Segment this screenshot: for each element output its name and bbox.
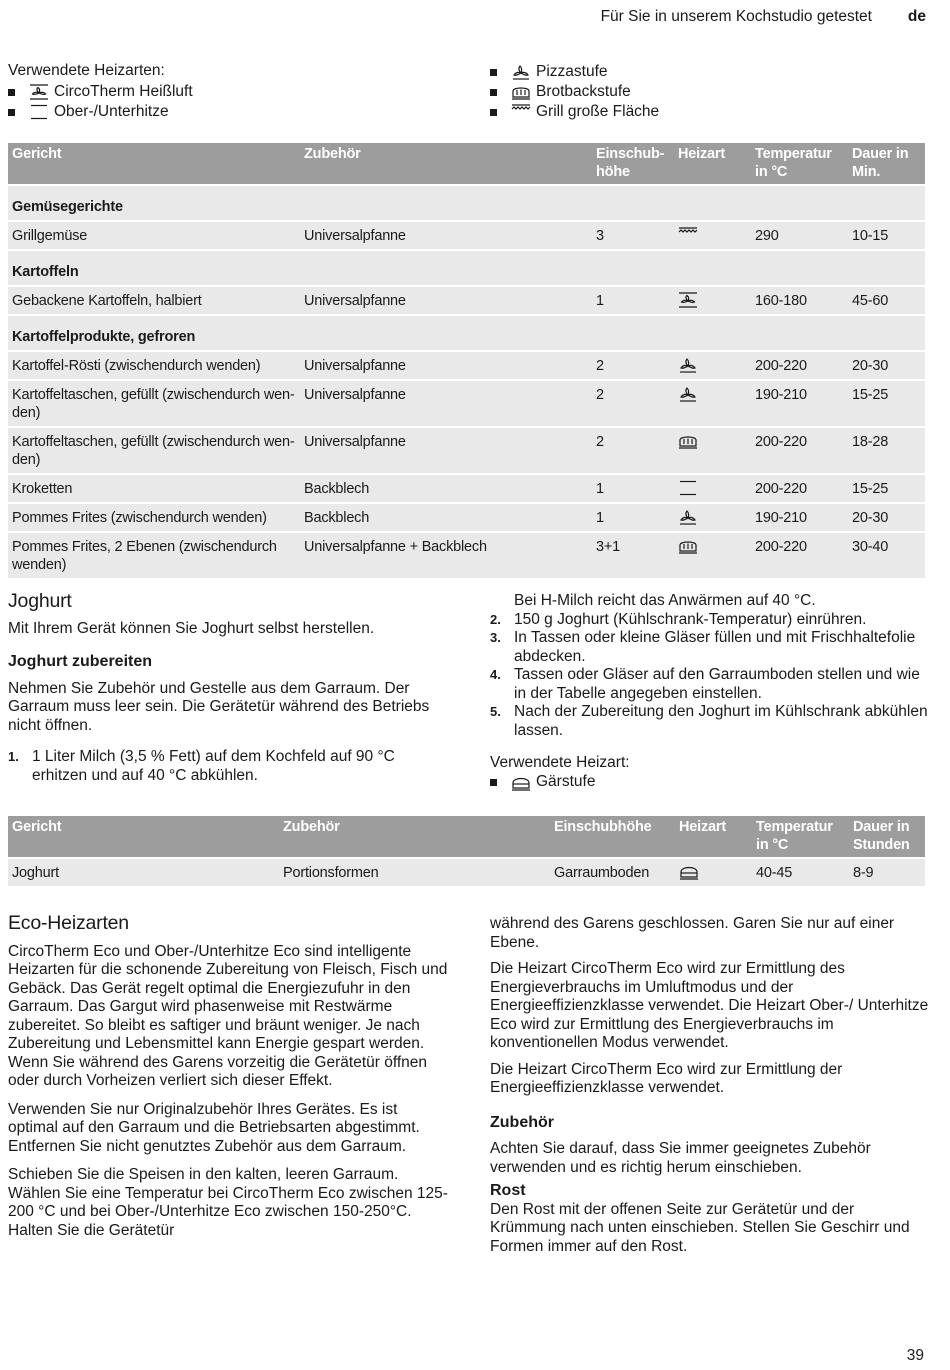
- temperature-cell: 40-45: [752, 858, 849, 886]
- column-header: Heizart: [675, 816, 752, 858]
- cooking-table-potatoes-vegetables: [8, 143, 925, 578]
- temperature-cell: 200-220: [751, 532, 848, 578]
- heating-type-cell: [674, 427, 751, 474]
- duration-cell: 20-30: [848, 503, 925, 532]
- temperature-cell: 200-220: [751, 351, 848, 380]
- category-label: Gemüsegerichte: [8, 185, 925, 221]
- temperature-cell: 190-210: [751, 380, 848, 427]
- table-row: [8, 532, 925, 578]
- duration-cell: 15-25: [848, 474, 925, 503]
- bullet: [490, 69, 497, 76]
- column-header: Einschubhöhe: [550, 816, 675, 858]
- heating-intro: Verwendete Heizarten:: [8, 62, 165, 79]
- table-row: [8, 858, 925, 886]
- language-code: de: [907, 8, 926, 25]
- heating-type-cell: [674, 221, 751, 250]
- duration-cell: 10-15: [848, 221, 925, 250]
- heating-label: CircoTherm Heißluft: [54, 82, 193, 100]
- shelf-level-cell: 1: [592, 474, 674, 503]
- heating-label: Brotbackstufe: [536, 82, 631, 100]
- bread-baking-icon: [678, 538, 747, 554]
- accessories-paragraph: Achten Sie darauf, dass Sie immer geeignetes Zubehör verwenden und es richtig herum einschieben.: [490, 1140, 871, 1176]
- heating-label: Gärstufe: [536, 773, 596, 791]
- heating-label: Ober-/Unterhitze: [54, 102, 169, 120]
- column-header: Dauer in Stunden: [849, 816, 925, 858]
- temperature-cell: 200-220: [751, 474, 848, 503]
- joghurt-steps-list: [490, 611, 930, 741]
- circotherm-icon: [678, 292, 747, 308]
- pizza-setting-icon: [678, 357, 747, 373]
- table-row: [8, 286, 925, 315]
- eco-paragraph-3: Schieben Sie die Speisen in den kalten, leeren Garraum. Wählen Sie eine Temperatur bei CircoTherm Eco zwischen 125-200 °C und bei Ober-/Unterhitze Eco zwischen 150-250°C. Halten Sie die Gerätetür: [8, 1166, 448, 1239]
- temperature-cell: 190-210: [751, 503, 848, 532]
- joghurt-step: [490, 666, 930, 703]
- accessory-cell: Universalpfanne: [300, 351, 592, 380]
- joghurt-intro: Mit Ihrem Gerät können Sie Joghurt selbst herstellen.: [8, 619, 375, 637]
- bullet: [490, 779, 497, 786]
- accessory-cell: Universalpfanne: [300, 380, 592, 427]
- joghurt-step: [490, 629, 930, 666]
- step-number: 5.: [490, 704, 501, 719]
- joghurt-subtitle: Joghurt zubereiten: [8, 653, 153, 670]
- heating-list-left: [8, 82, 448, 122]
- heating-label: Grill große Fläche: [536, 102, 660, 120]
- joghurt-step-1: [8, 748, 448, 785]
- accessories-title: Zubehör: [490, 1113, 554, 1131]
- eco-paragraph-1: CircoTherm Eco und Ober-/Unterhitze Eco sind intelligente Heizarten für die schonende Zubereitung von Fleisch, Fisch und Gebäck. Das Gerät regelt optimal die Energiezufuhr in den Garraum. Das Gargut wird phasenweise mit Restwärme zubereitet. So bleibt es saftiger und bräunt weniger. Je nach Zubereitung und Lebensmittel kann Energie gespart werden. Wenn Sie während des Garens vorzeitig die Gerätetür öffnen oder durch Vorheizen verliert sich dieser Effekt.: [8, 942, 448, 1089]
- temperature-cell: 200-220: [751, 427, 848, 474]
- eco-paragraph-3-continued: während des Garens geschlossen. Garen Sie nur auf einer Ebene.: [490, 915, 895, 951]
- column-header: Heizart: [674, 143, 751, 185]
- heating-item: [490, 102, 930, 122]
- heating-type-cell: [674, 474, 751, 503]
- duration-cell: 45-60: [848, 286, 925, 315]
- heating-type-cell: [674, 532, 751, 578]
- shelf-level-cell: 3+1: [592, 532, 674, 578]
- accessory-cell: Universalpfanne: [300, 221, 592, 250]
- heating-type-cell: [675, 858, 752, 886]
- accessory-cell: Universalpfanne: [300, 427, 592, 474]
- dish-cell: Gebackene Kartoffeln, halbiert: [8, 286, 300, 315]
- grill-large-icon: [678, 227, 747, 243]
- accessory-cell: Backblech: [300, 474, 592, 503]
- pizza-setting-icon: [678, 509, 747, 525]
- header-title: Für Sie in unserem Kochstudio getestet: [600, 8, 872, 25]
- accessory-cell: Universalpfanne + Backblech: [300, 532, 592, 578]
- table-header-row: [8, 816, 925, 858]
- rack-title: Rost: [490, 1182, 526, 1199]
- joghurt-step: [490, 611, 930, 630]
- shelf-level-cell: Garraumboden: [550, 858, 675, 886]
- accessory-cell: Backblech: [300, 503, 592, 532]
- page-number: 39: [906, 1347, 924, 1364]
- heating-item: [490, 82, 930, 102]
- heating-label: Pizzastufe: [536, 62, 608, 80]
- column-header: Zubehör: [279, 816, 550, 858]
- bread-baking-icon: [511, 84, 531, 100]
- top-bottom-heat-icon: [678, 480, 747, 496]
- eco-section: [8, 914, 448, 1250]
- bullet: [8, 89, 15, 96]
- dish-cell: Pommes Frites (zwischendurch wenden): [8, 503, 300, 532]
- rack-paragraph: Den Rost mit der offenen Seite zur Gerätetür und der Krümmung nach unten einschieben. Stellen Sie Geschirr und Formen immer auf den Rost.: [490, 1200, 910, 1255]
- table-row: [8, 380, 925, 427]
- heating-types-right: [490, 62, 930, 122]
- eco-paragraph-5: Die Heizart CircoTherm Eco wird zur Ermittlung der Energieeffizienzklasse verwendet.: [490, 1060, 843, 1096]
- proofing-icon: [679, 864, 748, 880]
- table-row: [8, 351, 925, 380]
- eco-title: Eco-Heizarten: [8, 912, 129, 934]
- heating-types-left: [8, 62, 448, 122]
- heating-item: [8, 82, 448, 102]
- dish-cell: Pommes Frites, 2 Ebenen (zwischendurch wenden): [8, 532, 300, 578]
- shelf-level-cell: 1: [592, 286, 674, 315]
- circotherm-icon: [29, 84, 49, 100]
- shelf-level-cell: 2: [592, 351, 674, 380]
- category-row: [8, 185, 925, 221]
- proofing-icon: [511, 775, 531, 791]
- bullet: [490, 109, 497, 116]
- heating-list-right: [490, 62, 930, 122]
- table-row: [8, 427, 925, 474]
- duration-cell: 15-25: [848, 380, 925, 427]
- step-text: 1 Liter Milch (3,5 % Fett) auf dem Kochfeld auf 90 °C erhitzen und auf 40 °C abkühlen.: [32, 748, 395, 784]
- duration-cell: 18-28: [848, 427, 925, 474]
- category-row: [8, 250, 925, 286]
- step-text: In Tassen oder kleine Gläser füllen und mit Frischhaltefolie abdecken.: [514, 629, 916, 665]
- column-header: Dauer in Min.: [848, 143, 925, 185]
- step-number: 3.: [490, 630, 501, 645]
- eco-paragraph-2: Verwenden Sie nur Originalzubehör Ihres Gerätes. Es ist optimal auf den Garraum und die Betriebsarten abgestimmt. Entfernen Sie nicht genutztes Zubehör aus dem Garraum.: [8, 1100, 420, 1155]
- pizza-setting-icon: [511, 64, 531, 80]
- dish-cell: Joghurt: [8, 858, 279, 886]
- accessory-cell: Portionsformen: [279, 858, 550, 886]
- heating-type-cell: [674, 286, 751, 315]
- table-row: [8, 221, 925, 250]
- joghurt-paragraph: Nehmen Sie Zubehör und Gestelle aus dem Garraum. Der Garraum muss leer sein. Die Gerätetür während des Betriebs nicht öffnen.: [8, 679, 430, 734]
- dish-cell: Kartoffeltaschen, gefüllt (zwischendurch wen- den): [8, 427, 300, 474]
- dish-cell: Kartoffeltaschen, gefüllt (zwischendurch wen- den): [8, 380, 300, 427]
- pizza-setting-icon: [678, 386, 747, 402]
- eco-section-continued: [490, 915, 930, 1266]
- joghurt-step: [490, 703, 930, 740]
- step-number: 2.: [490, 611, 501, 627]
- dish-cell: Kroketten: [8, 474, 300, 503]
- table-header-row: [8, 143, 925, 185]
- step-text: 150 g Joghurt (Kühlschrank-Temperatur) einrühren.: [514, 610, 867, 628]
- heating-type-cell: [674, 503, 751, 532]
- step-number: 4.: [490, 667, 501, 682]
- column-header: Gericht: [8, 143, 300, 185]
- shelf-level-cell: 1: [592, 503, 674, 532]
- accessory-cell: Universalpfanne: [300, 286, 592, 315]
- cooking-table-joghurt: [8, 816, 925, 886]
- duration-cell: 30-40: [848, 532, 925, 578]
- heating-item: [490, 62, 930, 82]
- shelf-level-cell: 2: [592, 380, 674, 427]
- grill-large-icon: [511, 104, 531, 120]
- heating-type-cell: [674, 380, 751, 427]
- category-label: Kartoffelprodukte, gefroren: [8, 315, 925, 351]
- bullet: [490, 89, 497, 96]
- table-row: [8, 474, 925, 503]
- joghurt-steps-continued: [490, 592, 930, 793]
- column-header: Temperatur in °C: [751, 143, 848, 185]
- duration-cell: 8-9: [849, 858, 925, 886]
- temperature-cell: 290: [751, 221, 848, 250]
- dish-cell: Grillgemüse: [8, 221, 300, 250]
- shelf-level-cell: 3: [592, 221, 674, 250]
- table-row: [8, 503, 925, 532]
- step-1-continued: Bei H-Milch reicht das Anwärmen auf 40 °C.: [514, 592, 816, 609]
- category-label: Kartoffeln: [8, 250, 925, 286]
- joghurt-heating-item: [490, 773, 930, 793]
- step-text: Tassen oder Gläser auf den Garraumboden stellen und wie in der Tabelle angegeben einstellen.: [514, 666, 920, 702]
- dish-cell: Kartoffel-Rösti (zwischendurch wenden): [8, 351, 300, 380]
- bread-baking-icon: [678, 433, 747, 449]
- joghurt-title: Joghurt: [8, 590, 72, 612]
- duration-cell: 20-30: [848, 351, 925, 380]
- step-number: 1.: [8, 749, 19, 764]
- category-row: [8, 315, 925, 351]
- top-bottom-heat-icon: [29, 104, 49, 120]
- heating-type-cell: [674, 351, 751, 380]
- column-header: Gericht: [8, 816, 279, 858]
- heating-item: [8, 102, 448, 122]
- bullet: [8, 109, 15, 116]
- eco-paragraph-4: Die Heizart CircoTherm Eco wird zur Ermittlung des Energieverbrauchs im Umluftmodus und der Energieeffizienzklasse verwendet. Die Heizart Ober-/ Unterhitze Eco wird zur Ermittlung des Energieverbrauchs im konventionellen Modus verwendet.: [490, 960, 929, 1051]
- joghurt-heating-intro: Verwendete Heizart:: [490, 754, 630, 771]
- page-header: [0, 8, 950, 28]
- column-header: Zubehör: [300, 143, 592, 185]
- column-header: Temperatur in °C: [752, 816, 849, 858]
- step-text: Nach der Zubereitung den Joghurt im Kühlschrank abkühlen lassen.: [514, 703, 928, 739]
- joghurt-section: [8, 592, 448, 785]
- shelf-level-cell: 2: [592, 427, 674, 474]
- column-header: Einschub- höhe: [592, 143, 674, 185]
- temperature-cell: 160-180: [751, 286, 848, 315]
